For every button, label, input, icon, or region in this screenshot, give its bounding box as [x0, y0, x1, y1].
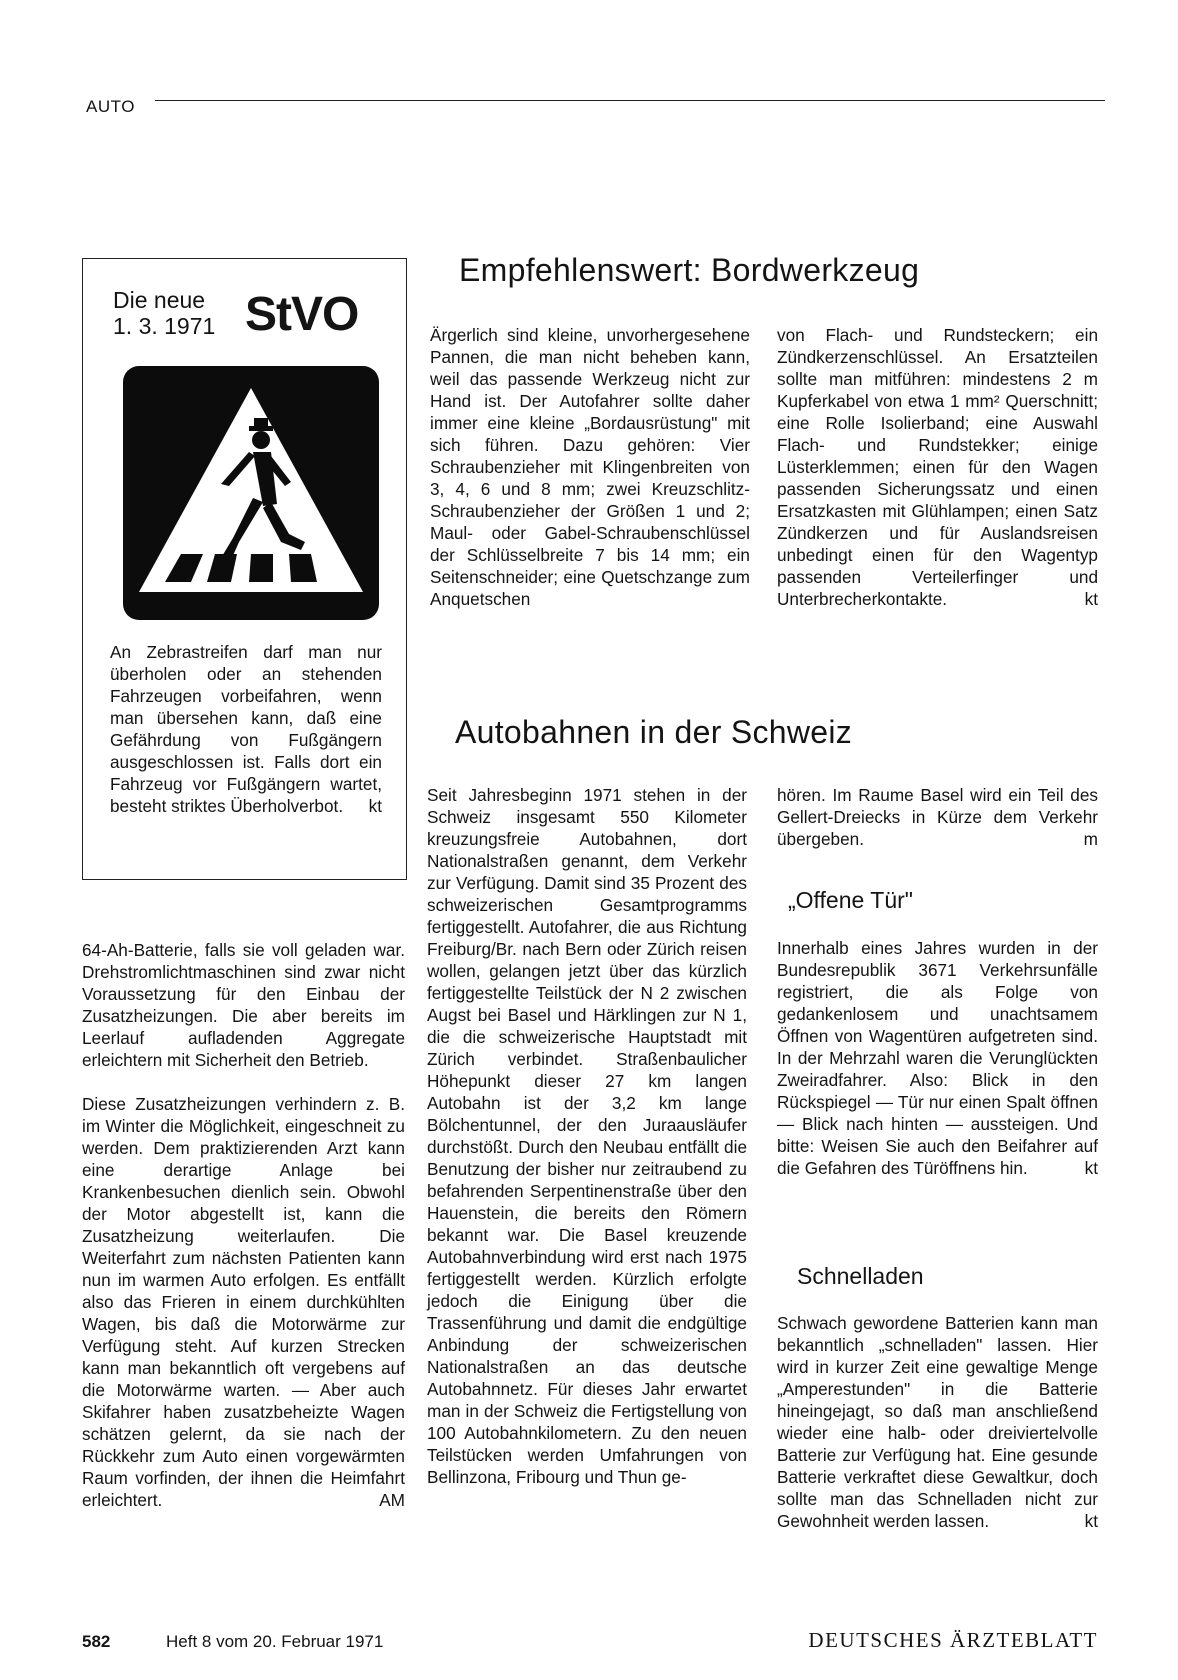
article-offene-tuer-signature: kt	[1084, 1158, 1098, 1178]
article-schweiz-text-1: Seit Jahresbeginn 1971 stehen in der Schweiz insgesamt 550 Kilometer kreuzungsfreie Autobahnen, dort Nationalstraßen genannt, dem Verkehr zur Verfügung. Damit sind 35 Prozent des schweizerischen Gesamtprogramms fertiggestellt. Autofahrer, die aus Richtung Freiburg/Br. nach Bern oder Zürich reisen wollen, gelangen jetzt über das kürzlich fertiggestellte Teilstück der N 2 zwischen Augst bei Basel und Härklingen zur N 1, die die schweizerische Hauptstadt mit Zürich verbindet. Straßenbaulicher Höhepunkt dieser 27 km langen Autobahn ist der 3,2 km lange Bölchentunnel, der den Juraausläufer durchstößt. Durch den Neubau entfällt die Benutzung der bisher nur zeitraubend zu befahrenden Serpentinenstraße über den Hauenstein, die bereits den Römern bekannt war. Die Basel kreuzende Autobahnverbindung wird erst nach 1975 fertiggestellt werden. Kürzlich erfolgte jedoch die Einigung über die Trassenführung und damit die endgültige Anbindung der schweizerischen Nationalstraßen an das deutsche Autobahnnetz. Für dieses Jahr erwartet man in der Schweiz die Fertigstellung von 100 Autobahnkilometern. Zu den neuen Teilstücken werden Umfahrungen von Bellinzona, Fribourg und Thun ge-	[427, 785, 747, 1487]
article-schnelladen-col	[777, 1312, 1098, 1532]
issue-line: Heft 8 vom 20. Februar 1971	[166, 1632, 384, 1651]
article-bordwerkzeug-text-1: Ärgerlich sind kleine, unvorhergesehene Pannen, die man nicht beheben kann, weil das passende Werkzeug nicht zur Hand ist. Der Autofahrer sollte daher immer eine kleine „Bordausrüstung" mit sich führen. Dazu gehören: Vier Schraubenzieher mit Klingenbreiten von 3, 4, 6 und 8 mm; zwei Kreuzschlitz-Schraubenzieher der Größen 1 und 2; Maul- oder Gabel-Schraubenschlüssel der Schlüsselbreite 7 bis 14 mm; ein Seitenschneider; eine Quetschzange zum Anquetschen	[430, 325, 750, 609]
article-bordwerkzeug-col2	[777, 324, 1098, 610]
left-paragraph-2: Diese Zusatzheizungen verhindern z. B. im Winter die Möglichkeit, eingeschneit zu werden. Dem praktizierenden Arzt kann eine derartige Anlage bei Krankenbesuchen dienlich sein. Obwohl der Motor abgestellt ist, kann die Zusatzheizung weiterlaufen. Die Weiterfahrt zum nächsten Patienten kann nun im warmen Auto erfolgen. Es entfällt also das Frieren in einem durchkühlten Wagen, bis daß die Motorwärme zur Verfügung steht. Auf kurzen Strecken kann man bekanntlich oft vergebens auf die Motorwärme warten. — Aber auch Skifahrer haben zusatzbeheizte Wagen schätzen gelernt, da sie nach der Rückkehr zum Auto einen vorgewärmten Raum vorfinden, der ihnen die Heimfahrt erleichtert.	[82, 1094, 405, 1510]
stvo-info-box	[82, 258, 407, 880]
stvo-signature: kt	[368, 796, 382, 816]
stvo-title: StVO	[245, 288, 359, 341]
section-label: AUTO	[86, 97, 135, 116]
stvo-text-block	[110, 641, 382, 817]
left-column	[82, 939, 405, 1511]
stvo-date-line1: Die neue	[113, 287, 206, 313]
article-offene-tuer-col	[777, 937, 1098, 1179]
pedestrian-crossing-sign-icon	[121, 364, 381, 622]
article-schnelladen-text: Schwach gewordene Batterien kann man bekanntlich „schnelladen" lassen. Hier wird in kurzer Zeit eine gewaltige Menge „Amperestunden" in die Batterie hineingejagt, so daß man anschließend wieder eine halb- oder dreiviertelvolle Batterie zur Verfügung hat. Eine gesunde Batterie verkraftet diese Gewaltkur, doch sollte man das Schnelladen nicht zur Gewohnheit werden lassen.	[777, 1313, 1098, 1531]
article-bordwerkzeug-title: Empfehlenswert: Bordwerkzeug	[459, 252, 920, 288]
article-schnelladen-signature: kt	[1084, 1511, 1098, 1531]
article-offene-tuer-text: Innerhalb eines Jahres wurden in der Bundesrepublik 3671 Verkehrsunfälle registriert, die als Folge von gedankenlosem und unachtsamem Öffnen von Wagentüren aufgetreten sind. In der Mehrzahl waren die Verunglückten Zweiradfahrer. Also: Blick in den Rückspiegel — Tür nur einen Spalt öffnen — Blick nach hinten — aussteigen. Und bitte: Weisen Sie auch den Beifahrer auf die Gefahren des Türöffnens hin.	[777, 938, 1098, 1178]
left-paragraph-1: 64-Ah-Batterie, falls sie voll geladen war. Drehstromlichtmaschinen sind zwar nicht Voraussetzung für den Einbau der Zusatzheizungen. Die aber bereits im Leerlauf aufladenden Aggregate erleichtern mit Sicherheit den Betrieb.	[82, 940, 405, 1070]
header-rule	[155, 100, 1105, 101]
stvo-date-line2: 1. 3. 1971	[113, 313, 216, 339]
article-bordwerkzeug-text-2: von Flach- und Rundsteckern; ein Zündkerzenschlüssel. An Ersatzteilen sollte man mitführen: mindestens 2 m Kupferkabel von etwa 1 mm² Querschnitt; eine Rolle Isolierband; eine Auswahl Flach- und Rundstekker; einige Lüsterklemmen; einen für den Wagen passenden Sicherungssatz und einen Ersatzkasten mit Glühlampen; einen Satz Zündkerzen und für Auslandsreisen unbedingt einen für den Wagentyp passenden Verteilerfinger und Unterbrecherkontakte.	[777, 325, 1098, 609]
article-schnelladen-title: Schnelladen	[797, 1263, 924, 1289]
article-schweiz-col1	[427, 784, 747, 1488]
page-number: 582	[82, 1632, 111, 1651]
stvo-date	[113, 287, 215, 339]
article-schweiz-title: Autobahnen in der Schweiz	[455, 714, 853, 750]
article-bordwerkzeug-col1	[430, 324, 750, 610]
journal-name: DEUTSCHES ÄRZTEBLATT	[808, 1628, 1098, 1652]
left-paragraph-2-signature: AM	[379, 1490, 405, 1510]
article-bordwerkzeug-signature: kt	[1084, 589, 1098, 609]
article-schweiz-signature: m	[1083, 829, 1098, 849]
article-schweiz-col2	[777, 784, 1098, 850]
article-offene-tuer-title: „Offene Tür"	[788, 887, 913, 913]
article-schweiz-text-2: hören. Im Raume Basel wird ein Teil des Gellert-Dreiecks in Kürze dem Verkehr übergeben.	[777, 785, 1098, 849]
stvo-text: An Zebrastreifen darf man nur überholen oder an stehenden Fahrzeugen vorbeifahren, wenn man übersehen kann, daß eine Gefährdung von Fußgängern ausgeschlossen ist. Falls dort ein Fahrzeug vor Fußgängern wartet, besteht striktes Überholverbot.	[110, 642, 382, 816]
